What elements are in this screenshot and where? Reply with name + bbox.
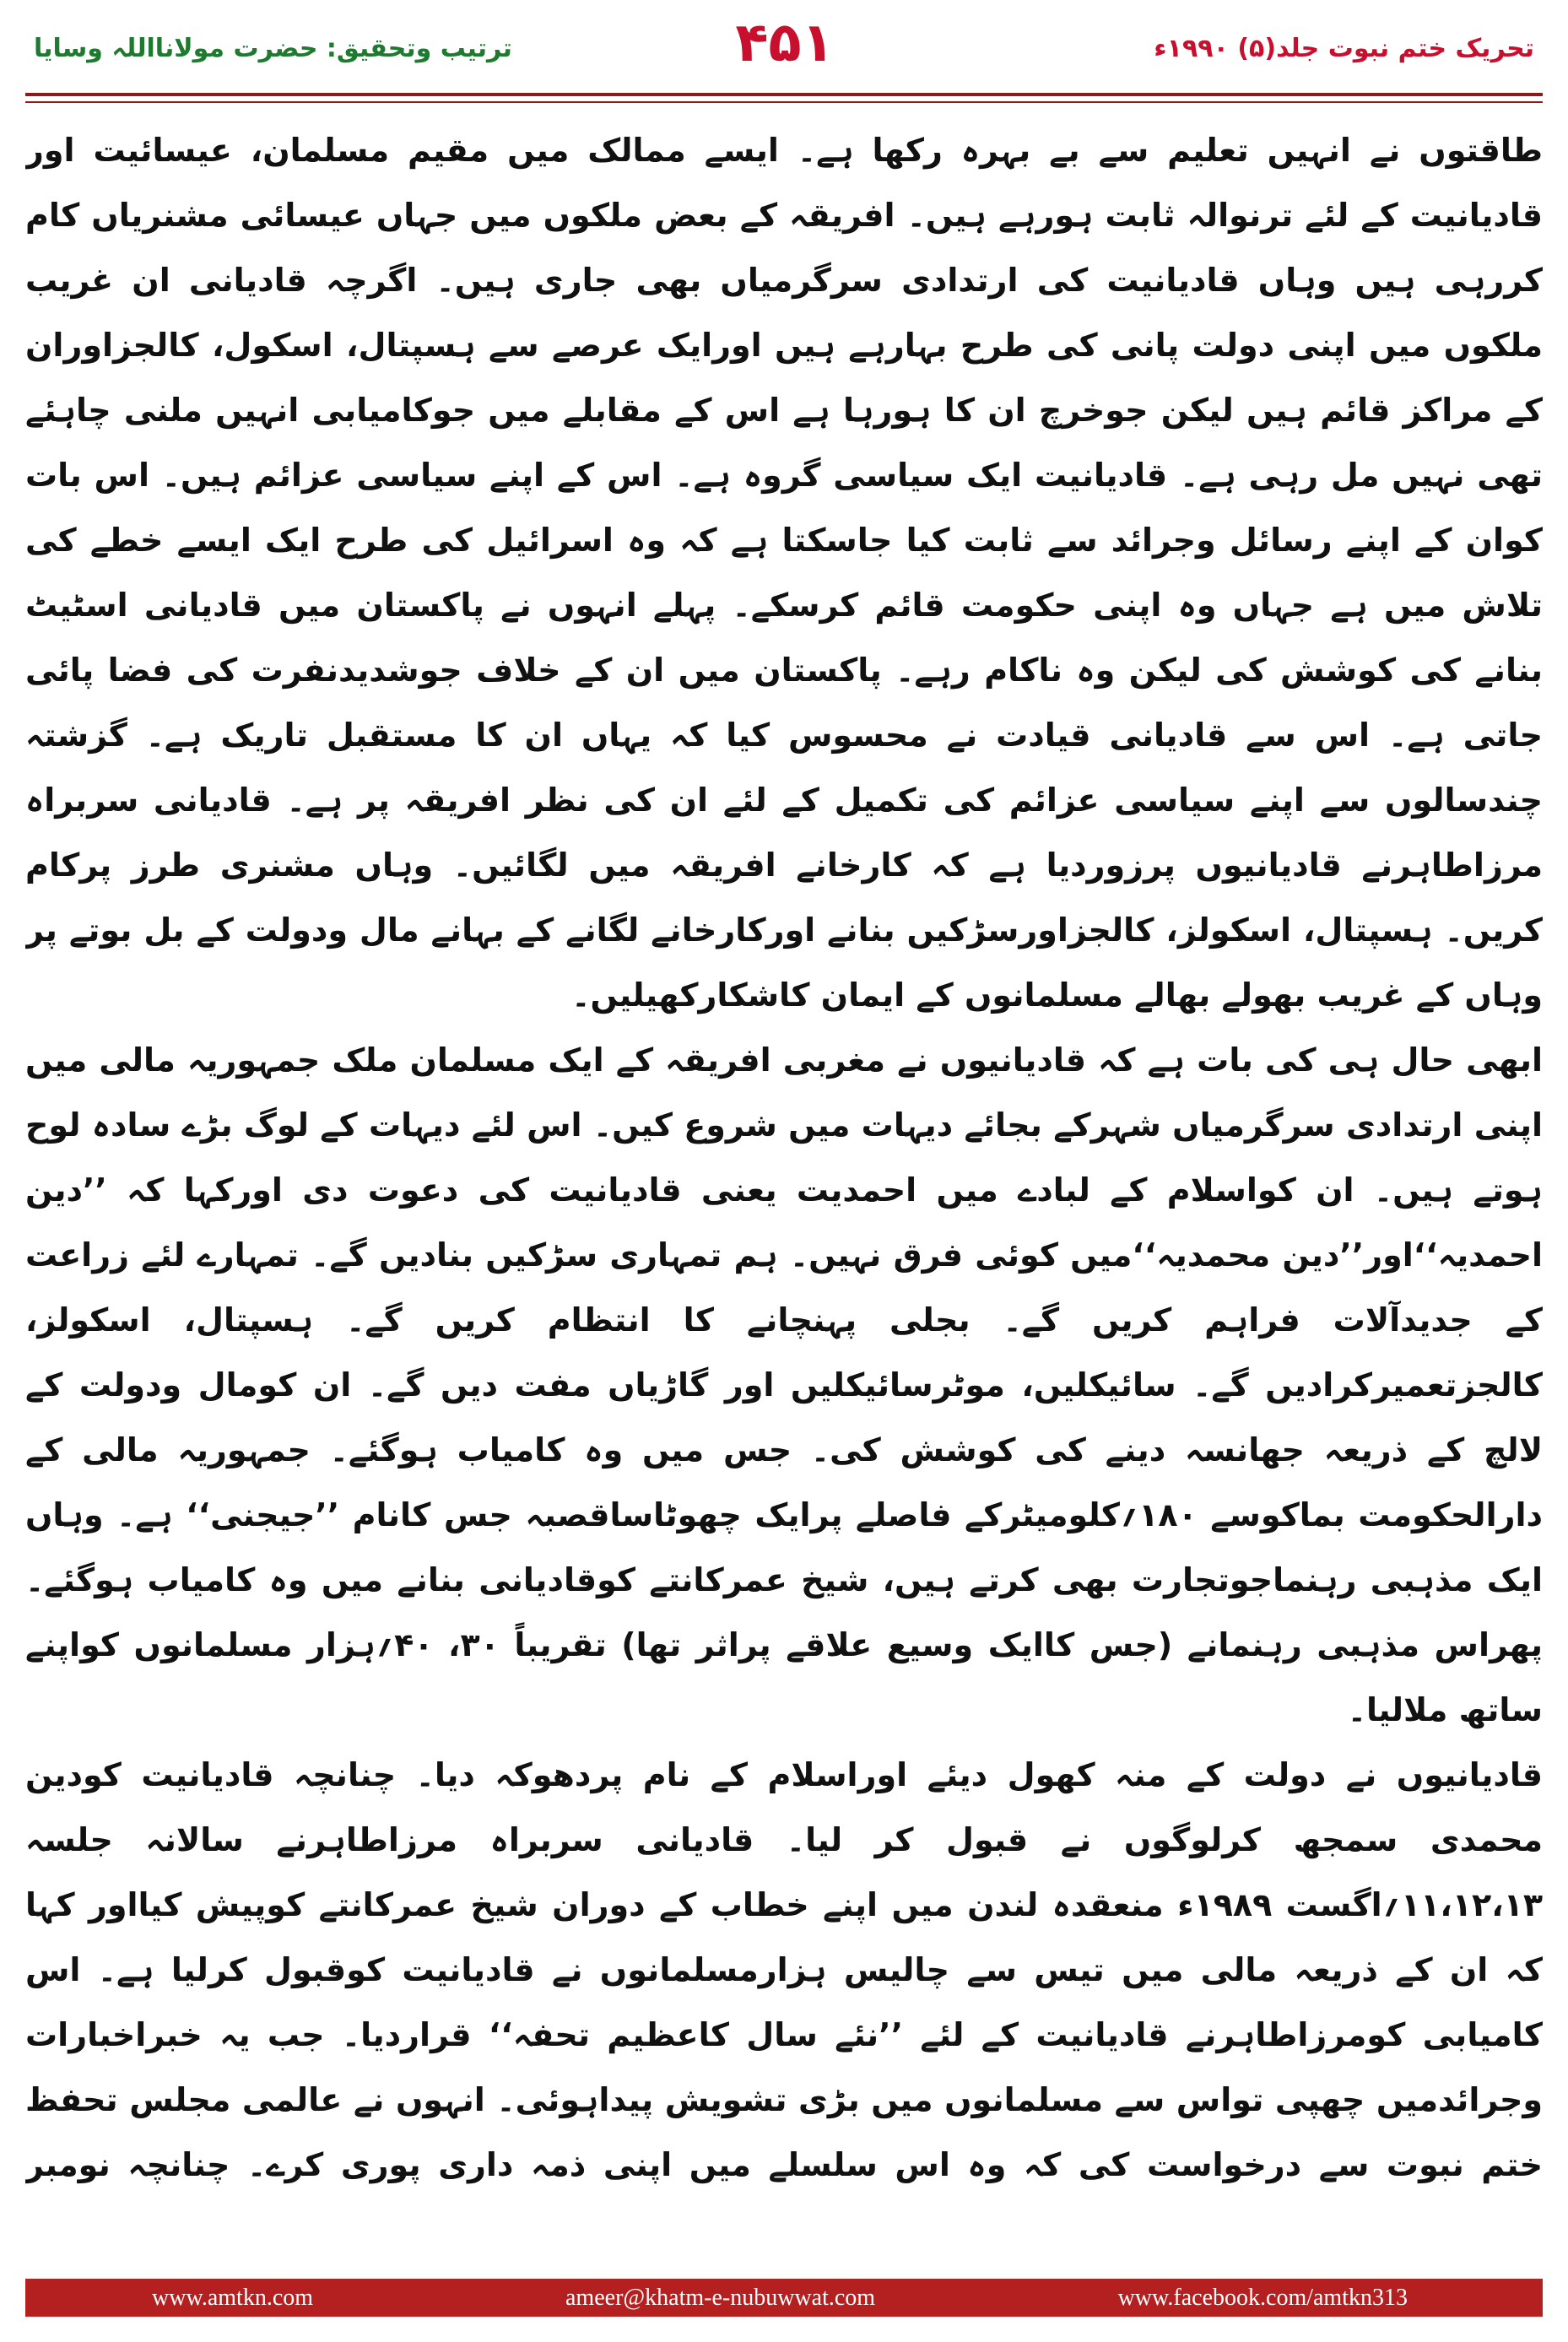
compiler-credit: ترتیب وتحقیق: حضرت مولانااللہ وسایا: [34, 34, 512, 63]
website-link[interactable]: www.amtkn.com: [152, 2285, 314, 2311]
facebook-link[interactable]: www.facebook.com/amtkn313: [1117, 2285, 1408, 2311]
paragraph-2: ابھی حال ہی کی بات ہے کہ قادیانیوں نے مغربی افریقہ کے ایک مسلمان ملک جمہوریہ مالی میں اپنی ارتدادی سرگرمیاں شہرکے بجائے دیہات میں شروع کیں۔ اس لئے دیہات کے لوگ بڑے سادہ لوح ہوتے ہیں۔ ان کواسلام کے لبادے میں احمدیت یعنی قادیانیت کی دعوت دی اورکہا کہ ’’دین احمدیہ‘‘اور’’دین محمدیہ‘‘میں کوئی فرق نہیں۔ ہم تمہاری سڑکیں بنادیں گے۔ تمہارے لئے زراعت کے جدیدآلات فراہم کریں گے۔ بجلی پہنچانے کا انتظام کریں گے۔ ہسپتال، اسکولز، کالجزتعمیرکرادیں گے۔ سائیکلیں، موٹرسائیکلیں اور گاڑیاں مفت دیں گے۔ ان کومال ودولت کے لالچ کے ذریعہ جھانسہ دینے کی کوشش کی۔ جس میں وہ کامیاب ہوگئے۔ جمہوریہ مالی کے دارالحکومت بماکوسے ۱۸۰؍کلومیٹرکے فاصلے پرایک چھوٹاساقصبہ جس کانام ’’جیجنی‘‘ ہے۔ وہاں ایک مذہبی رہنماجوتجارت بھی کرتے ہیں، شیخ عمرکانتے کوقادیانی بنانے میں وہ کامیاب ہوگئے۔ پھراس مذہبی رہنمانے (جس کاایک وسیع علاقے پراثر تھا) تقریباً ۳۰، ۴۰؍ہزار مسلمانوں کواپنے ساتھ ملالیا۔: [25, 1041, 1543, 1728]
header-divider-thin: [25, 101, 1543, 103]
paragraph-3: قادیانیوں نے دولت کے منہ کھول دیئے اوراسلام کے نام پردھوکہ دیا۔ چنانچہ قادیانیت کودین محمدی سمجھ کرلوگوں نے قبول کر لیا۔ قادیانی سربراہ مرزاطاہرنے سالانہ جلسہ ۱۱،۱۲،۱۳؍اگست ۱۹۸۹ء منعقدہ لندن میں اپنے خطاب کے دوران شیخ عمرکانتے کوپیش کیااور کہا کہ ان کے ذریعہ مالی میں تیس سے چالیس ہزارمسلمانوں نے قادیانیت کوقبول کرلیا ہے۔ اس کامیابی کومرزاطاہرنے قادیانیت کے لئے ’’نئے سال کاعظیم تحفہ‘‘ قراردیا۔ جب یہ خبراخبارات وجرائدمیں چھپی تواس سے مسلمانوں میں بڑی تشویش پیداہوئی۔ انہوں نے عالمی مجلس تحفظ ختم نبوت سے درخواست کی کہ وہ اس سلسلے میں اپنی ذمہ داری پوری کرے۔ چنانچہ نومبر: [25, 1756, 1543, 2183]
header-divider: [25, 93, 1543, 96]
page-number: ۴۵۱: [735, 12, 835, 74]
page-header: [0, 0, 1568, 93]
footer-bar: [25, 2279, 1543, 2317]
book-title: تحریک ختم نبوت جلد(۵) ۱۹۹۰ء: [1154, 34, 1534, 63]
paragraph-1: طاقتوں نے انہیں تعلیم سے بے بہرہ رکھا ہے۔ ایسے ممالک میں مقیم مسلمان، عیسائیت اور قادیانیت کے لئے ترنوالہ ثابت ہورہے ہیں۔ افریقہ کے بعض ملکوں میں جہاں عیسائی مشنریاں کام کررہی ہیں وہاں قادیانیت کی ارتدادی سرگرمیاں بھی جاری ہیں۔ اگرچہ قادیانی ان غریب ملکوں میں اپنی دولت پانی کی طرح بہارہے ہیں اورایک عرصے سے ہسپتال، اسکول، کالجزاوران کے مراکز قائم ہیں لیکن جوخرچ ان کا ہورہا ہے اس کے مقابلے میں جوکامیابی انہیں ملنی چاہئے تھی نہیں مل رہی ہے۔ قادیانیت ایک سیاسی گروہ ہے۔ اس کے اپنے سیاسی عزائم ہیں۔ اس بات کوان کے اپنے رسائل وجرائد سے ثابت کیا جاسکتا ہے کہ وہ اسرائیل کی طرح ایک ایسے خطے کی تلاش میں ہے جہاں وہ اپنی حکومت قائم کرسکے۔ پہلے انہوں نے پاکستان میں قادیانی اسٹیٹ بنانے کی کوشش کی لیکن وہ ناکام رہے۔ پاکستان میں ان کے خلاف جوشدیدنفرت کی فضا پائی جاتی ہے۔ اس سے قادیانی قیادت نے محسوس کیا کہ یہاں ان کا مستقبل تاریک ہے۔ گزشتہ چندسالوں سے اپنے سیاسی عزائم کی تکمیل کے لئے ان کی نظر افریقہ پر ہے۔ قادیانی سربراہ مرزاطاہرنے قادیانیوں پرزوردیا ہے کہ کارخانے افریقہ میں لگائیں۔ وہاں مشنری طرز پرکام کریں۔ ہسپتال، اسکولز، کالجزاورسڑکیں بنانے اورکارخانے لگانے کے بہانے مال ودولت کے بل بوتے پر وہاں کے غریب بھولے بھالے مسلمانوں کے ایمان کاشکارکھیلیں۔: [25, 132, 1543, 1014]
email-link[interactable]: ameer@khatm-e-nubuwwat.com: [565, 2285, 876, 2311]
article-body: [25, 118, 1543, 2211]
